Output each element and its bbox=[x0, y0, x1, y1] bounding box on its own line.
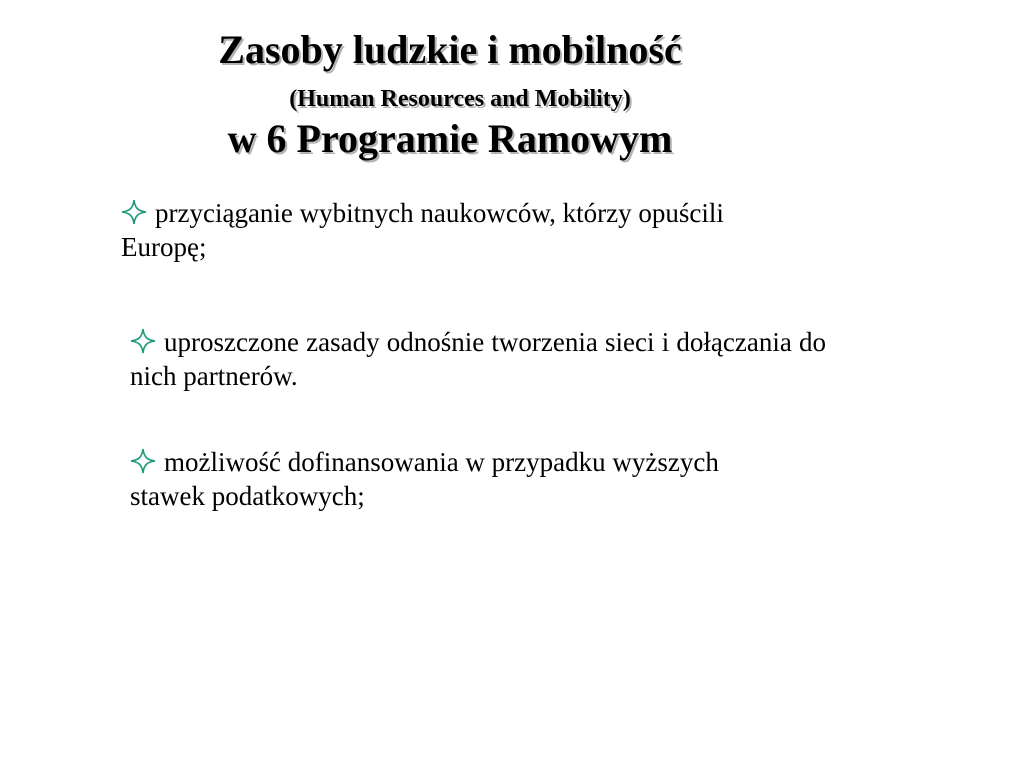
sparkle-star-icon bbox=[130, 328, 156, 354]
slide-title-line3: w 6 Programie Ramowym bbox=[227, 116, 673, 161]
bullet-item-1 bbox=[121, 196, 781, 264]
sparkle-star-icon bbox=[130, 448, 156, 474]
bullet-text-1: przyciąganie wybitnych naukowców, którzy opuścili Europę; bbox=[121, 198, 724, 262]
bullet-item-3 bbox=[130, 445, 790, 513]
bullet-text-3: możliwość dofinansowania w przypadku wyższych stawek podatkowych; bbox=[130, 447, 719, 511]
sparkle-star-icon bbox=[121, 199, 147, 225]
bullet-item-2 bbox=[130, 325, 826, 393]
slide-title: Zasoby ludzkie i mobilność bbox=[218, 27, 682, 72]
slide-subtitle: (Human Resources and Mobility) bbox=[289, 86, 631, 112]
bullet-text-2: uproszczone zasady odnośnie tworzenia sieci i dołączania do nich partnerów. bbox=[130, 327, 826, 391]
